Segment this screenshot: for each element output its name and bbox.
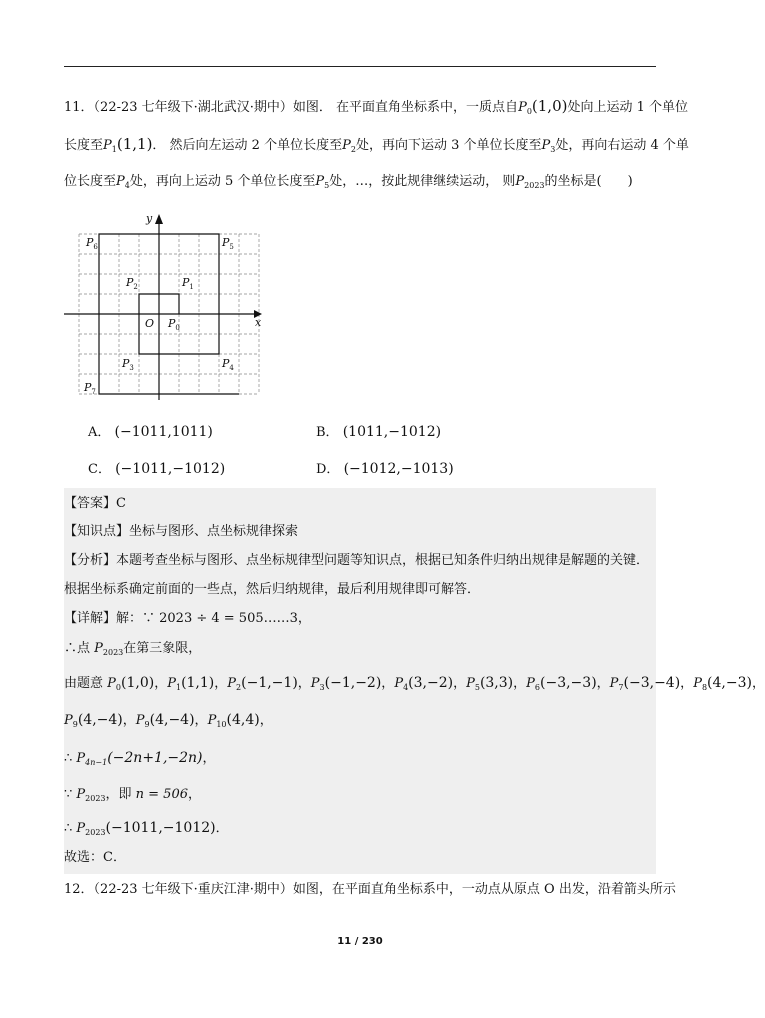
ans-text: ∴ — [64, 821, 77, 836]
point-subscript: 5 — [324, 181, 330, 190]
point-symbol: P — [167, 676, 176, 691]
q11-text: 处，再向右运动 4 个单 — [555, 138, 689, 153]
point-entry — [693, 676, 752, 691]
point-coord: (1,0) — [121, 675, 155, 691]
ans-text: ， — [202, 751, 216, 766]
point-subscript: 3 — [319, 683, 325, 692]
point-subscript: 4 — [124, 181, 130, 190]
equation: n = 506 — [135, 787, 188, 802]
analysis-line-1: 【分析】本题考查坐标与图形、点坐标规律型问题等知识点，根据已知条件归纳出规律是解题的关键． — [64, 553, 650, 568]
point-subscript: 2 — [236, 683, 242, 692]
detail-line: 【详解】解：∵ 2023 ÷ 4 = 505……3， — [64, 611, 311, 626]
coordinate-grid-svg — [64, 208, 272, 400]
q11-text: 位长度至 — [64, 174, 117, 189]
point-coord: (4,4) — [226, 712, 260, 728]
coordinate-figure — [64, 208, 272, 400]
separator: ， — [596, 676, 610, 691]
point-entry — [526, 676, 597, 691]
point-coord: (−1011,−1012) — [105, 820, 216, 836]
q11-line-1 — [64, 96, 689, 122]
option-d — [316, 459, 454, 480]
point-symbol: P — [515, 174, 525, 189]
option-b-label: B． — [316, 425, 339, 440]
point-label-p7: $P_7$ — [84, 381, 96, 396]
ans-text: 在第三象限， — [123, 641, 202, 656]
point-entry — [167, 676, 214, 691]
point-symbol: P — [310, 676, 320, 691]
x-axis-label: x — [255, 316, 262, 329]
page-number: 11 / 230 — [337, 936, 383, 947]
point-label-p6: $P_6$ — [86, 236, 98, 251]
result-line — [64, 818, 664, 843]
q11-text: 处，…，按此规律继续运动， 则 — [329, 174, 516, 189]
q11-line-2 — [64, 134, 689, 160]
general-formula-line — [64, 748, 664, 773]
point-entry — [208, 713, 260, 728]
point-coord: (−2n+1,−2n) — [107, 750, 203, 766]
ans-text: ， — [188, 787, 202, 802]
point-subscript: 2023 — [102, 648, 124, 657]
analysis-line-2: 根据坐标系确定前面的一些点，然后归纳规律，最后利用规律即可解答． — [64, 582, 481, 597]
points-list-line-1 — [64, 673, 765, 698]
point-symbol: P — [609, 676, 619, 691]
point-symbol: P — [135, 713, 145, 728]
point-symbol: P — [394, 676, 404, 691]
point-coord: (4,−3) — [707, 675, 752, 691]
point-subscript: 3 — [550, 145, 556, 154]
point-coord: (1,0) — [531, 97, 568, 115]
point-symbol: P — [466, 676, 475, 691]
separator: ， — [751, 676, 765, 691]
point-symbol: P — [541, 138, 551, 153]
point-symbol: P — [107, 676, 116, 691]
ans-text: ∴ — [64, 751, 77, 766]
point-coord: (−3,−4) — [623, 675, 681, 691]
point-subscript: 7 — [618, 683, 624, 692]
point-symbol: P — [103, 138, 112, 153]
point-subscript: 0 — [115, 683, 121, 692]
option-a — [88, 422, 213, 443]
quadrant-line — [64, 639, 664, 663]
option-d-label: D． — [316, 462, 340, 477]
q11-text: ． 然后向左运动 2 个单位长度至 — [152, 138, 343, 153]
option-c-label: C． — [88, 462, 111, 477]
separator: ， — [680, 676, 694, 691]
option-b — [316, 422, 441, 443]
choice-line: 故选：C． — [64, 850, 126, 865]
point-entry — [64, 713, 123, 728]
knowledge-line: 【知识点】坐标与图形、点坐标规律探索 — [64, 524, 299, 539]
header-rule — [64, 66, 656, 67]
point-subscript: 2023 — [85, 828, 106, 837]
point-symbol: P — [116, 174, 125, 189]
ans-text: ． — [215, 821, 229, 836]
point-coord: (−1,−1) — [241, 675, 298, 691]
point-subscript: 10 — [216, 720, 227, 729]
point-subscript: 2023 — [85, 794, 106, 803]
point-subscript: 8 — [701, 683, 708, 692]
point-symbol: P — [526, 676, 535, 691]
point-coord: (4,−4) — [77, 712, 123, 728]
separator: ， — [122, 713, 136, 728]
point-symbol: P — [342, 138, 351, 153]
point-symbol: P — [94, 641, 103, 656]
point-symbol: P — [76, 751, 86, 766]
q11-text: 长度至 — [64, 138, 104, 153]
point-entry — [136, 713, 195, 728]
separator: ， — [154, 676, 168, 691]
y-axis-arrow-icon — [155, 214, 163, 224]
ans-text: ，即 — [105, 787, 136, 802]
point-subscript: 5 — [474, 683, 480, 692]
point-entry — [227, 676, 298, 691]
point-symbol: P — [76, 787, 86, 802]
ans-text: ∵ — [64, 787, 77, 802]
point-subscript: 4 — [403, 683, 409, 692]
ans-text: 由题意 — [64, 676, 104, 691]
y-axis-label: y — [146, 212, 153, 225]
ans-text: ∴点 — [64, 641, 95, 656]
point-entry — [311, 676, 382, 691]
point-coord: (3,−2) — [408, 675, 454, 691]
point-coord: (3,3) — [479, 675, 514, 691]
point-subscript: 0 — [526, 107, 532, 116]
q11-text: 处向上运动 1 个单位 — [567, 100, 689, 115]
point-coord: (−3,−3) — [540, 675, 597, 691]
point-label-p3: $P_3$ — [122, 357, 134, 372]
point-subscript: 2 — [350, 145, 356, 154]
option-d-value: (−1012,−1013) — [343, 461, 454, 477]
points-list-line-2 — [64, 710, 664, 735]
point-subscript: 9 — [72, 720, 78, 729]
point-entry — [466, 676, 513, 691]
point-subscript: 1 — [175, 683, 182, 692]
point-coord: (1,1) — [181, 675, 215, 691]
point-symbol: P — [76, 821, 86, 836]
separator: ， — [513, 676, 527, 691]
q11-text: 处，再向下运动 3 个单位长度至 — [355, 138, 542, 153]
option-a-value: (−1011,1011) — [114, 424, 213, 440]
separator: ， — [259, 713, 273, 728]
point-coord: (−1,−2) — [324, 675, 382, 691]
point-label-p5: $P_5$ — [222, 236, 234, 251]
q11-text: 的坐标是( ) — [544, 174, 633, 189]
option-b-value: (1011,−1012) — [342, 424, 442, 440]
separator: ， — [194, 713, 208, 728]
separator: ， — [453, 676, 467, 691]
point-symbol: P — [518, 100, 527, 115]
point-subscript: 4n−1 — [85, 758, 108, 767]
point-entry — [107, 676, 154, 691]
point-label-p2: $P_2$ — [126, 276, 138, 291]
point-label-p4: $P_4$ — [222, 357, 234, 372]
because-line — [64, 785, 664, 809]
option-c — [88, 459, 225, 480]
point-subscript: 1 — [111, 145, 117, 154]
point-entry — [394, 676, 453, 691]
q11-text: 处，再向上运动 5 个单位长度至 — [129, 174, 316, 189]
point-subscript: 6 — [534, 683, 540, 692]
separator: ， — [297, 676, 311, 691]
q11-line-3 — [64, 172, 664, 196]
option-c-value: (−1011,−1012) — [115, 461, 226, 477]
q11-text: 11．（22-23 七年级下·湖北武汉·期中）如图． 在平面直角坐标系中，一质点自 — [64, 100, 519, 115]
question-12-line: 12．（22-23 七年级下·重庆江津·期中）如图，在平面直角坐标系中，一动点从原点 O 出发，沿着箭头所示 — [64, 882, 676, 897]
point-subscript: 2023 — [524, 181, 545, 190]
separator: ， — [214, 676, 228, 691]
point-entry — [610, 676, 681, 691]
point-subscript: 9 — [144, 720, 150, 729]
point-symbol: P — [693, 676, 702, 691]
point-symbol: P — [207, 713, 217, 728]
point-coord: (4,−4) — [149, 712, 195, 728]
separator: ， — [381, 676, 395, 691]
point-label-p1: $P_1$ — [182, 276, 194, 291]
point-symbol: P — [64, 713, 73, 728]
option-a-label: A． — [88, 425, 111, 440]
point-symbol: P — [315, 174, 325, 189]
point-symbol: P — [227, 676, 237, 691]
answer-line: 【答案】C — [64, 496, 126, 511]
origin-label: O — [145, 317, 155, 330]
point-coord: (1,1) — [116, 135, 153, 153]
point-label-p0: $P_0$ — [168, 317, 180, 332]
